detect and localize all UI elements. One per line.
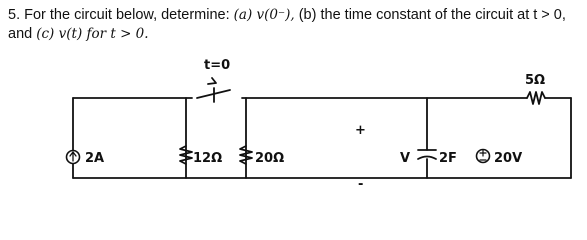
resistor-12-label: 12Ω [193, 151, 223, 166]
series-resistor [527, 92, 545, 104]
problem-text [8, 6, 580, 44]
voltage-label: V [400, 151, 411, 166]
voltage-plus: + [355, 123, 366, 138]
part-a: (a) v(0⁻), [233, 7, 295, 23]
current-source [67, 151, 80, 164]
voltage-source [477, 150, 490, 163]
capacitor-label: 2F [439, 151, 457, 166]
switch-symbol [197, 78, 230, 102]
problem-line-1 [8, 6, 580, 25]
part-c: (c) v(t) for t > 0. [36, 26, 149, 42]
switch-label: t=0 [204, 58, 231, 73]
problem-lead-2: and [8, 26, 37, 42]
part-b: (b) the time constant of the circuit at t > 0, [294, 7, 566, 23]
capacitor [418, 150, 436, 159]
resistor-20-label: 20Ω [255, 151, 285, 166]
voltage-source-label: 20V [494, 151, 523, 166]
problem-lead: 5. For the circuit below, determine: [8, 7, 234, 23]
current-source-label: 2A [85, 151, 105, 166]
series-resistor-label: 5Ω [525, 73, 546, 88]
circuit-diagram [0, 50, 587, 208]
voltage-minus: - [358, 177, 364, 192]
problem-line-2 [8, 25, 580, 44]
